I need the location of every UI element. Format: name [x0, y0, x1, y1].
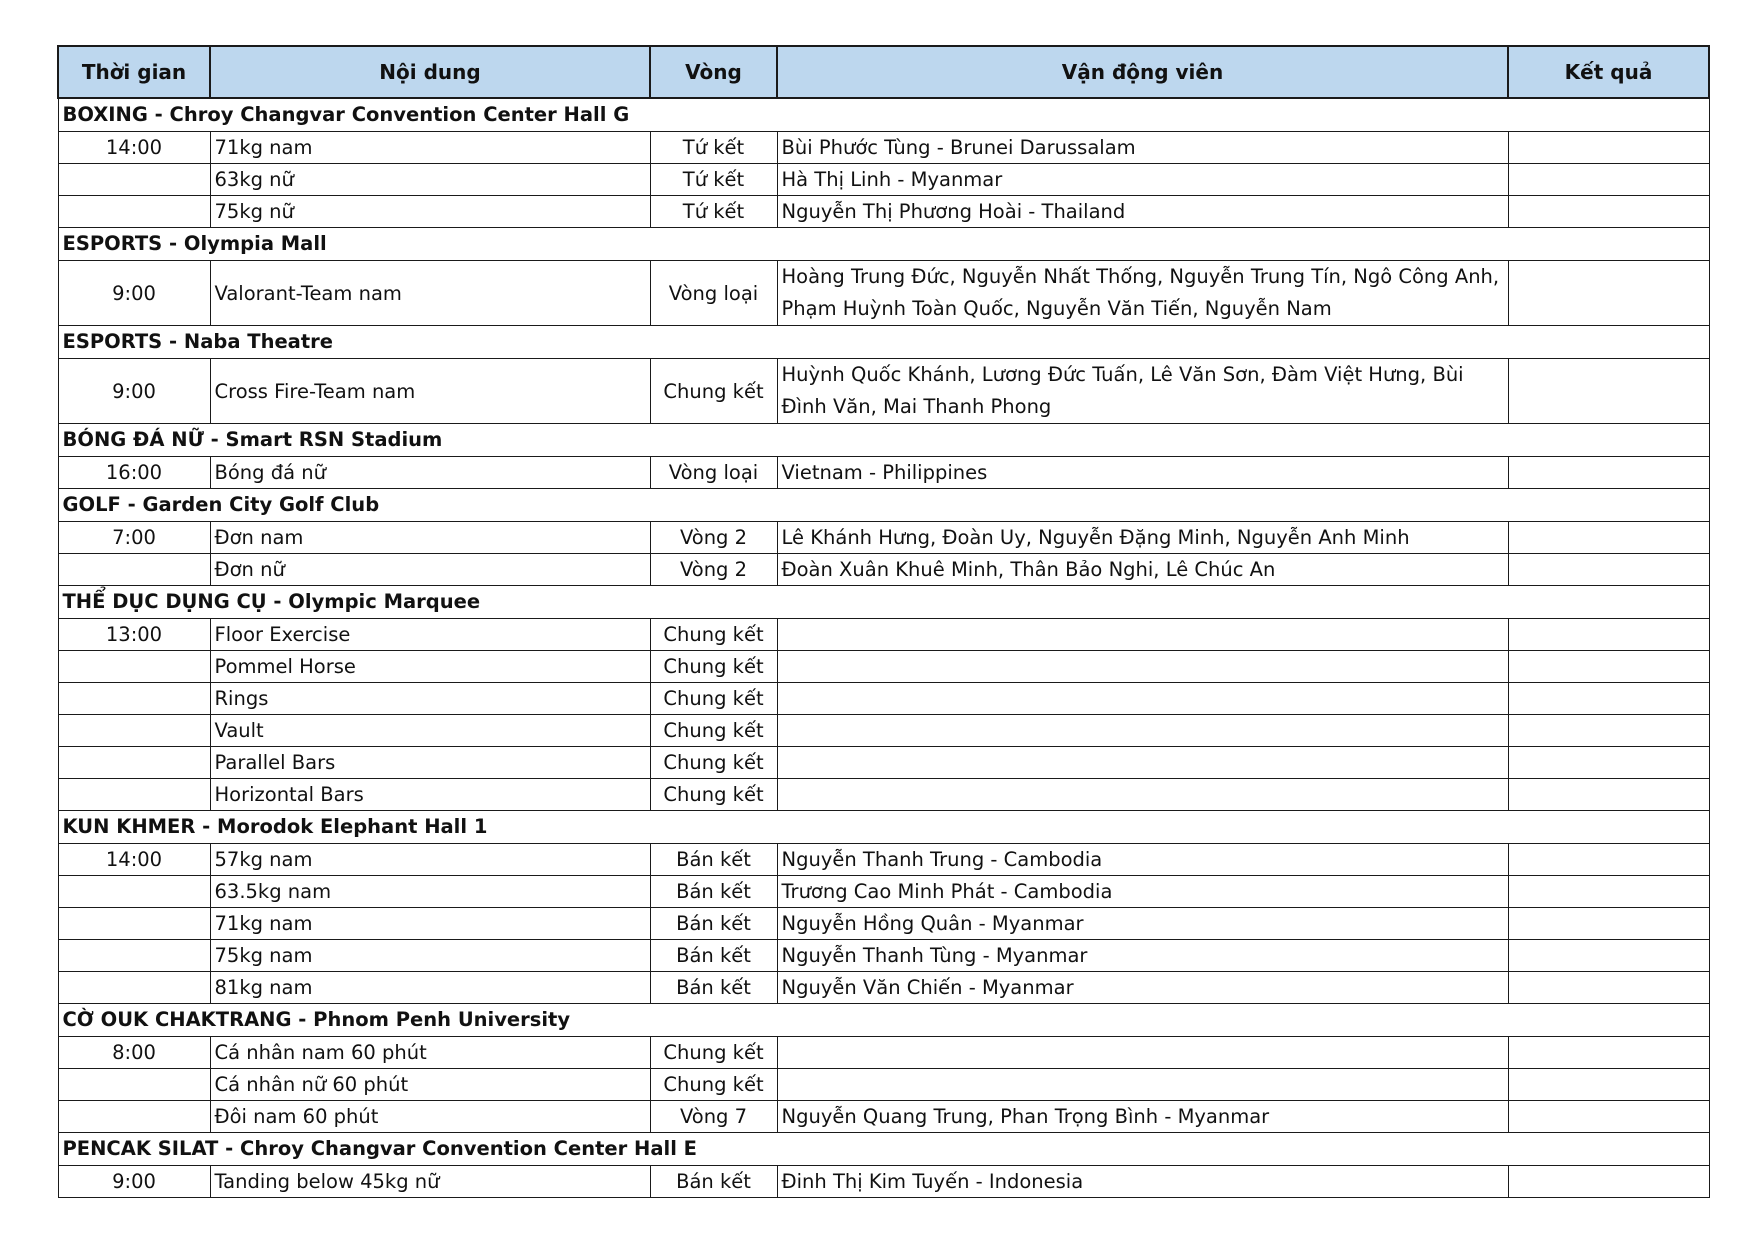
- table-row: [58, 651, 1709, 683]
- result-cell: [1508, 359, 1709, 424]
- section-row: [58, 586, 1709, 619]
- table-row: [58, 359, 1709, 424]
- round-cell: Vòng 7: [650, 1101, 777, 1133]
- round-cell: Bán kết: [650, 972, 777, 1004]
- table-row: [58, 715, 1709, 747]
- event-cell: Đơn nữ: [210, 554, 650, 586]
- schedule-sheet: [57, 45, 1708, 1198]
- time-cell: [58, 715, 210, 747]
- athletes-cell: Hoàng Trung Đức, Nguyễn Nhất Thống, Nguyễn Trung Tín, Ngô Công Anh, Phạm Huỳnh Toàn Quốc, Nguyễn Văn Tiến, Nguyễn Nam: [777, 261, 1508, 326]
- time-cell: [58, 940, 210, 972]
- result-cell: [1508, 1037, 1709, 1069]
- table-row: [58, 876, 1709, 908]
- athletes-cell: Bùi Phước Tùng - Brunei Darussalam: [777, 132, 1508, 164]
- round-cell: Chung kết: [650, 683, 777, 715]
- result-cell: [1508, 779, 1709, 811]
- round-cell: Tứ kết: [650, 132, 777, 164]
- event-cell: Cá nhân nữ 60 phút: [210, 1069, 650, 1101]
- header-time: Thời gian: [58, 46, 210, 98]
- section-title: GOLF - Garden City Golf Club: [58, 489, 1709, 522]
- athletes-cell: Đoàn Xuân Khuê Minh, Thân Bảo Nghi, Lê Chúc An: [777, 554, 1508, 586]
- athletes-cell: Huỳnh Quốc Khánh, Lương Đức Tuấn, Lê Văn Sơn, Đàm Việt Hưng, Bùi Đình Văn, Mai Thanh Phong: [777, 359, 1508, 424]
- round-cell: Vòng 2: [650, 554, 777, 586]
- section-row: [58, 424, 1709, 457]
- table-row: [58, 196, 1709, 228]
- event-cell: Pommel Horse: [210, 651, 650, 683]
- event-cell: 81kg nam: [210, 972, 650, 1004]
- result-cell: [1508, 683, 1709, 715]
- result-cell: [1508, 554, 1709, 586]
- event-cell: 75kg nữ: [210, 196, 650, 228]
- event-cell: Horizontal Bars: [210, 779, 650, 811]
- time-cell: 9:00: [58, 261, 210, 326]
- athletes-cell: [777, 683, 1508, 715]
- result-cell: [1508, 1101, 1709, 1133]
- event-cell: Parallel Bars: [210, 747, 650, 779]
- round-cell: Bán kết: [650, 1166, 777, 1198]
- result-cell: [1508, 457, 1709, 489]
- athletes-cell: Nguyễn Thị Phương Hoài - Thailand: [777, 196, 1508, 228]
- athletes-cell: [777, 1037, 1508, 1069]
- table-row: [58, 908, 1709, 940]
- event-cell: 71kg nam: [210, 908, 650, 940]
- result-cell: [1508, 940, 1709, 972]
- athletes-cell: [777, 1069, 1508, 1101]
- event-cell: Cá nhân nam 60 phút: [210, 1037, 650, 1069]
- table-row: [58, 554, 1709, 586]
- table-row: [58, 457, 1709, 489]
- table-row: [58, 1101, 1709, 1133]
- time-cell: [58, 876, 210, 908]
- table-row: [58, 1069, 1709, 1101]
- athletes-cell: Hà Thị Linh - Myanmar: [777, 164, 1508, 196]
- athletes-cell: Trương Cao Minh Phát - Cambodia: [777, 876, 1508, 908]
- time-cell: 14:00: [58, 132, 210, 164]
- event-cell: 71kg nam: [210, 132, 650, 164]
- table-row: [58, 132, 1709, 164]
- result-cell: [1508, 1166, 1709, 1198]
- athletes-cell: [777, 715, 1508, 747]
- round-cell: Chung kết: [650, 747, 777, 779]
- athletes-cell: Nguyễn Hồng Quân - Myanmar: [777, 908, 1508, 940]
- round-cell: Chung kết: [650, 359, 777, 424]
- time-cell: 14:00: [58, 844, 210, 876]
- result-cell: [1508, 747, 1709, 779]
- header-athletes: Vận động viên: [777, 46, 1508, 98]
- section-title: KUN KHMER - Morodok Elephant Hall 1: [58, 811, 1709, 844]
- section-title: PENCAK SILAT - Chroy Changvar Convention Center Hall E: [58, 1133, 1709, 1166]
- result-cell: [1508, 261, 1709, 326]
- result-cell: [1508, 196, 1709, 228]
- section-title: ESPORTS - Naba Theatre: [58, 326, 1709, 359]
- table-header: [58, 46, 1709, 98]
- table-row: [58, 164, 1709, 196]
- round-cell: Bán kết: [650, 940, 777, 972]
- event-cell: Bóng đá nữ: [210, 457, 650, 489]
- section-title: BOXING - Chroy Changvar Convention Center Hall G: [58, 98, 1709, 132]
- time-cell: [58, 554, 210, 586]
- round-cell: Bán kết: [650, 844, 777, 876]
- round-cell: Chung kết: [650, 651, 777, 683]
- result-cell: [1508, 164, 1709, 196]
- result-cell: [1508, 844, 1709, 876]
- table-row: [58, 522, 1709, 554]
- result-cell: [1508, 522, 1709, 554]
- table-row: [58, 972, 1709, 1004]
- time-cell: [58, 683, 210, 715]
- athletes-cell: Nguyễn Thanh Tùng - Myanmar: [777, 940, 1508, 972]
- athletes-cell: Đinh Thị Kim Tuyến - Indonesia: [777, 1166, 1508, 1198]
- section-row: [58, 811, 1709, 844]
- section-row: [58, 326, 1709, 359]
- section-title: BÓNG ĐÁ NỮ - Smart RSN Stadium: [58, 424, 1709, 457]
- time-cell: [58, 1101, 210, 1133]
- time-cell: 9:00: [58, 1166, 210, 1198]
- athletes-cell: [777, 779, 1508, 811]
- event-cell: Rings: [210, 683, 650, 715]
- event-cell: Đơn nam: [210, 522, 650, 554]
- table-row: [58, 683, 1709, 715]
- section-title: THỂ DỤC DỤNG CỤ - Olympic Marquee: [58, 586, 1709, 619]
- table-row: [58, 1166, 1709, 1198]
- header-round: Vòng: [650, 46, 777, 98]
- athletes-cell: Lê Khánh Hưng, Đoàn Uy, Nguyễn Đặng Minh, Nguyễn Anh Minh: [777, 522, 1508, 554]
- time-cell: [58, 1069, 210, 1101]
- time-cell: [58, 779, 210, 811]
- time-cell: 13:00: [58, 619, 210, 651]
- round-cell: Vòng loại: [650, 457, 777, 489]
- time-cell: 7:00: [58, 522, 210, 554]
- section-title: ESPORTS - Olympia Mall: [58, 228, 1709, 261]
- event-cell: 63kg nữ: [210, 164, 650, 196]
- time-cell: 9:00: [58, 359, 210, 424]
- schedule-table: [57, 45, 1710, 1198]
- result-cell: [1508, 1069, 1709, 1101]
- result-cell: [1508, 132, 1709, 164]
- table-row: [58, 1037, 1709, 1069]
- result-cell: [1508, 908, 1709, 940]
- round-cell: Vòng loại: [650, 261, 777, 326]
- section-row: [58, 1133, 1709, 1166]
- result-cell: [1508, 651, 1709, 683]
- athletes-cell: [777, 747, 1508, 779]
- round-cell: Tứ kết: [650, 196, 777, 228]
- table-row: [58, 261, 1709, 326]
- table-row: [58, 940, 1709, 972]
- round-cell: Vòng 2: [650, 522, 777, 554]
- event-cell: Cross Fire-Team nam: [210, 359, 650, 424]
- section-row: [58, 1004, 1709, 1037]
- section-row: [58, 98, 1709, 132]
- round-cell: Chung kết: [650, 1069, 777, 1101]
- header-result: Kết quả: [1508, 46, 1709, 98]
- time-cell: [58, 908, 210, 940]
- time-cell: 8:00: [58, 1037, 210, 1069]
- event-cell: Vault: [210, 715, 650, 747]
- athletes-cell: Nguyễn Văn Chiến - Myanmar: [777, 972, 1508, 1004]
- athletes-cell: Nguyễn Thanh Trung - Cambodia: [777, 844, 1508, 876]
- table-row: [58, 844, 1709, 876]
- round-cell: Chung kết: [650, 715, 777, 747]
- athletes-cell: Vietnam - Philippines: [777, 457, 1508, 489]
- round-cell: Bán kết: [650, 908, 777, 940]
- time-cell: [58, 972, 210, 1004]
- athletes-cell: [777, 651, 1508, 683]
- table-row: [58, 619, 1709, 651]
- result-cell: [1508, 715, 1709, 747]
- section-title: CỜ OUK CHAKTRANG - Phnom Penh University: [58, 1004, 1709, 1037]
- event-cell: Đôi nam 60 phút: [210, 1101, 650, 1133]
- event-cell: Tanding below 45kg nữ: [210, 1166, 650, 1198]
- athletes-cell: Nguyễn Quang Trung, Phan Trọng Bình - Myanmar: [777, 1101, 1508, 1133]
- round-cell: Chung kết: [650, 1037, 777, 1069]
- round-cell: Chung kết: [650, 619, 777, 651]
- time-cell: [58, 747, 210, 779]
- header-event: Nội dung: [210, 46, 650, 98]
- round-cell: Bán kết: [650, 876, 777, 908]
- table-row: [58, 747, 1709, 779]
- result-cell: [1508, 619, 1709, 651]
- event-cell: 63.5kg nam: [210, 876, 650, 908]
- table-body: [58, 98, 1709, 1198]
- time-cell: [58, 164, 210, 196]
- result-cell: [1508, 972, 1709, 1004]
- section-row: [58, 228, 1709, 261]
- round-cell: Tứ kết: [650, 164, 777, 196]
- event-cell: Valorant-Team nam: [210, 261, 650, 326]
- round-cell: Chung kết: [650, 779, 777, 811]
- section-row: [58, 489, 1709, 522]
- time-cell: [58, 651, 210, 683]
- table-row: [58, 779, 1709, 811]
- time-cell: 16:00: [58, 457, 210, 489]
- result-cell: [1508, 876, 1709, 908]
- event-cell: 57kg nam: [210, 844, 650, 876]
- athletes-cell: [777, 619, 1508, 651]
- event-cell: 75kg nam: [210, 940, 650, 972]
- time-cell: [58, 196, 210, 228]
- event-cell: Floor Exercise: [210, 619, 650, 651]
